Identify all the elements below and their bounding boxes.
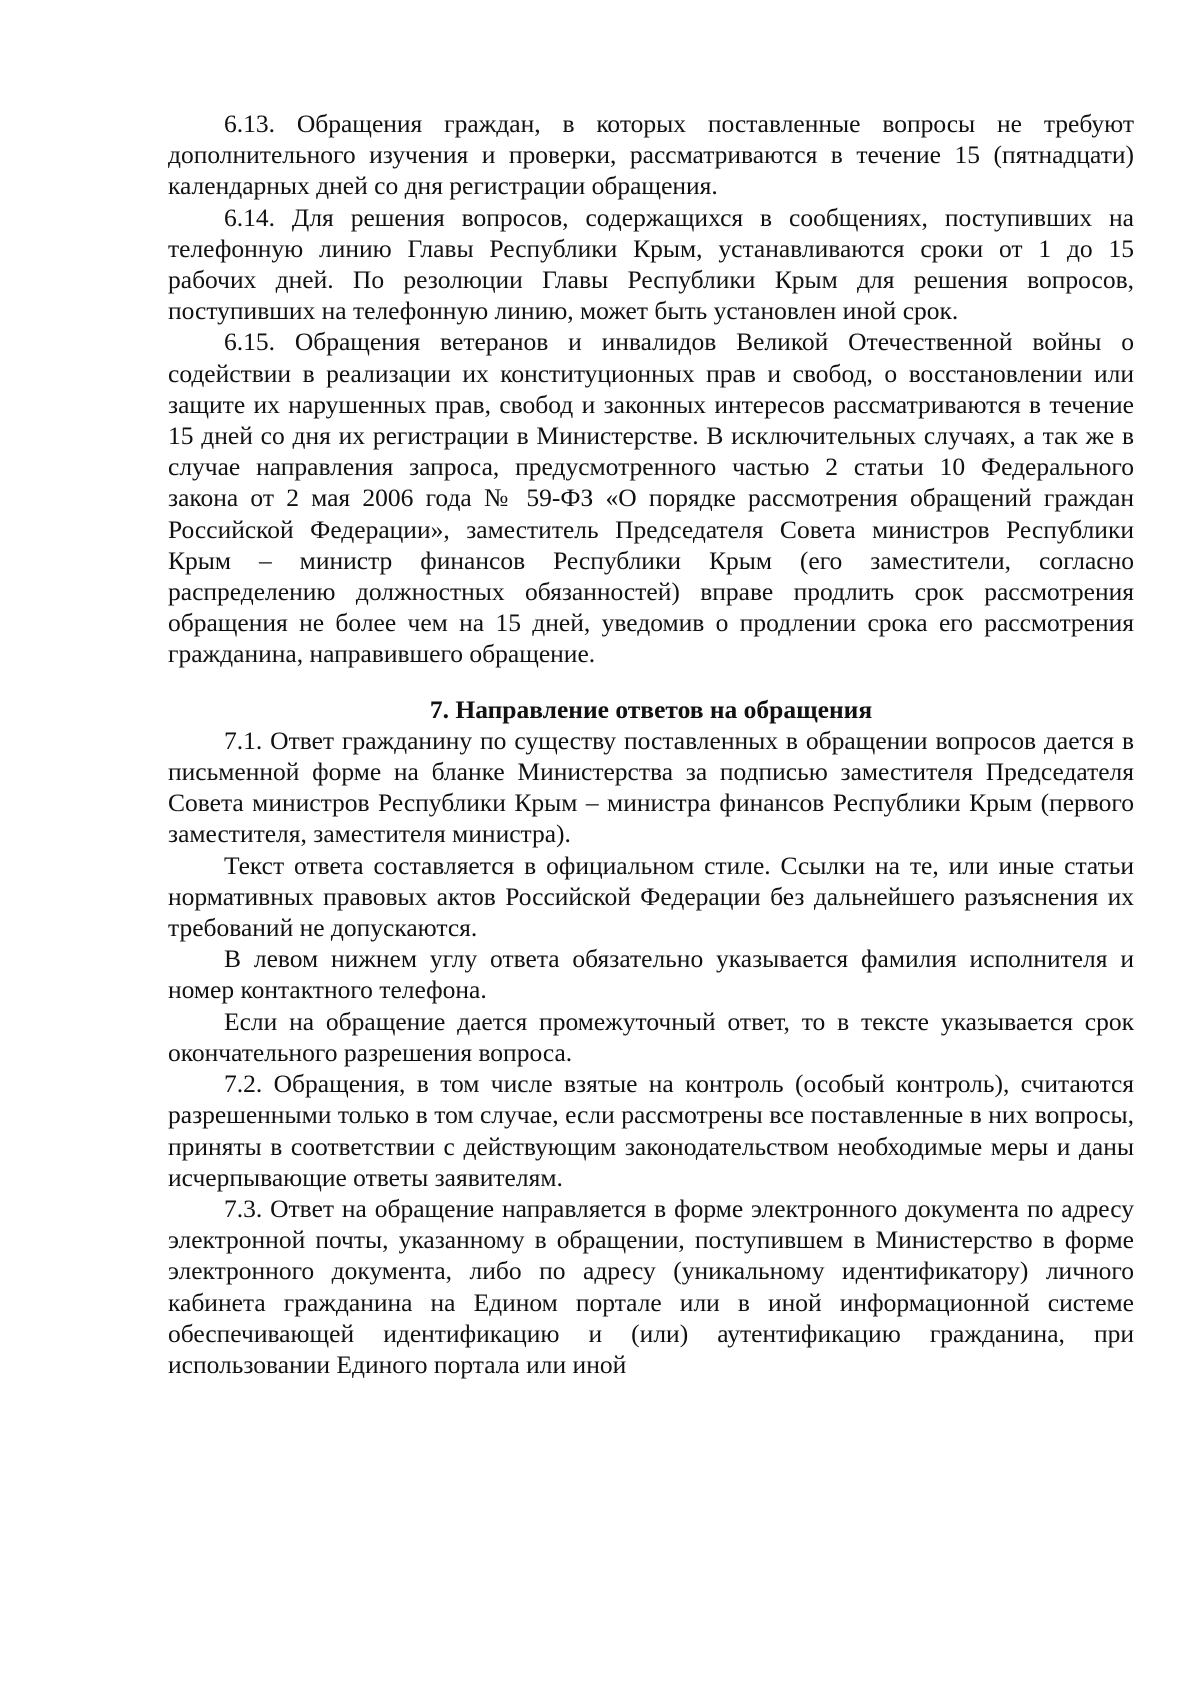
paragraph-7-3: 7.3. Ответ на обращение направляется в форме электронного документа по адресу электронной почты, указанному в обращении, поступившем в Министерство в форме электронного документа, либо по адресу (уникальному идентификатору) личного кабинета гражданина на Едином портале или в иной информационной системе обеспечивающей идентификацию и (или) аутентификацию гражданина, при использовании Единого портала или иной [168, 1193, 1134, 1379]
paragraph-executor: В левом нижнем углу ответа обязательно указывается фамилия исполнителя и номер контактного телефона. [168, 944, 1134, 1005]
paragraph-7-1: 7.1. Ответ гражданину по существу поставленных в обращении вопросов дается в письменной форме на бланке Министерства за подписью заместителя Председателя Совета министров Республики Крым – министра финансов Республики Крым (первого заместителя, заместителя министра). [168, 725, 1134, 849]
document-page [168, 108, 1134, 1380]
section-title: 7. Направление ответов на обращения [429, 694, 873, 724]
paragraph-interim-answer: Если на обращение дается промежуточный ответ, то в тексте указывается срок окончательного разрешения вопроса. [168, 1006, 1134, 1067]
paragraph-6-15: 6.15. Обращения ветеранов и инвалидов Великой Отечественной войны о содействии в реализации их конституционных прав и свобод, о восстановлении или защите их нарушенных прав, свобод и законных интересов рассматриваются в течение 15 дней со дня их регистрации в Министерстве. В исключительных случаях, а так же в случае направления запроса, предусмотренного частью 2 статьи 10 Федерального закона от 2 мая 2006 года № 59-ФЗ «О порядке рассмотрения обращений граждан Российской Федерации», заместитель Председателя Совета министров Республики Крым – министр финансов Республики Крым (его заместители, согласно распределению должностных обязанностей) вправе продлить срок рассмотрения обращения не более чем на 15 дней, уведомив о продлении срока его рассмотрения гражданина, направившего обращение. [168, 327, 1134, 669]
paragraph-7-2: 7.2. Обращения, в том числе взятые на контроль (особый контроль), считаются разрешенными только в том случае, если рассмотрены все поставленные в них вопросы, приняты в соответствии с действующим законодательством необходимые меры и даны исчерпывающие ответы заявителям. [168, 1069, 1134, 1192]
paragraph-6-13: 6.13. Обращения граждан, в которых поставленные вопросы не требуют дополнительного изучения и проверки, рассматриваются в течение 15 (пятнадцати) календарных дней со дня регистрации обращения. [168, 109, 1134, 201]
paragraph-6-14: 6.14. Для решения вопросов, содержащихся в сообщениях, поступивших на телефонную линию Главы Республики Крым, устанавливаются сроки от 1 до 15 рабочих дней. По резолюции Главы Республики Крым для решения вопросов, поступивших на телефонную линию, может быть установлен иной срок. [168, 202, 1134, 326]
paragraph-answer-style: Текст ответа составляется в официальном стиле. Ссылки на те, или иные статьи нормативных правовых актов Российской Федерации без дальнейшего разъяснения их требований не допускаются. [168, 850, 1134, 943]
